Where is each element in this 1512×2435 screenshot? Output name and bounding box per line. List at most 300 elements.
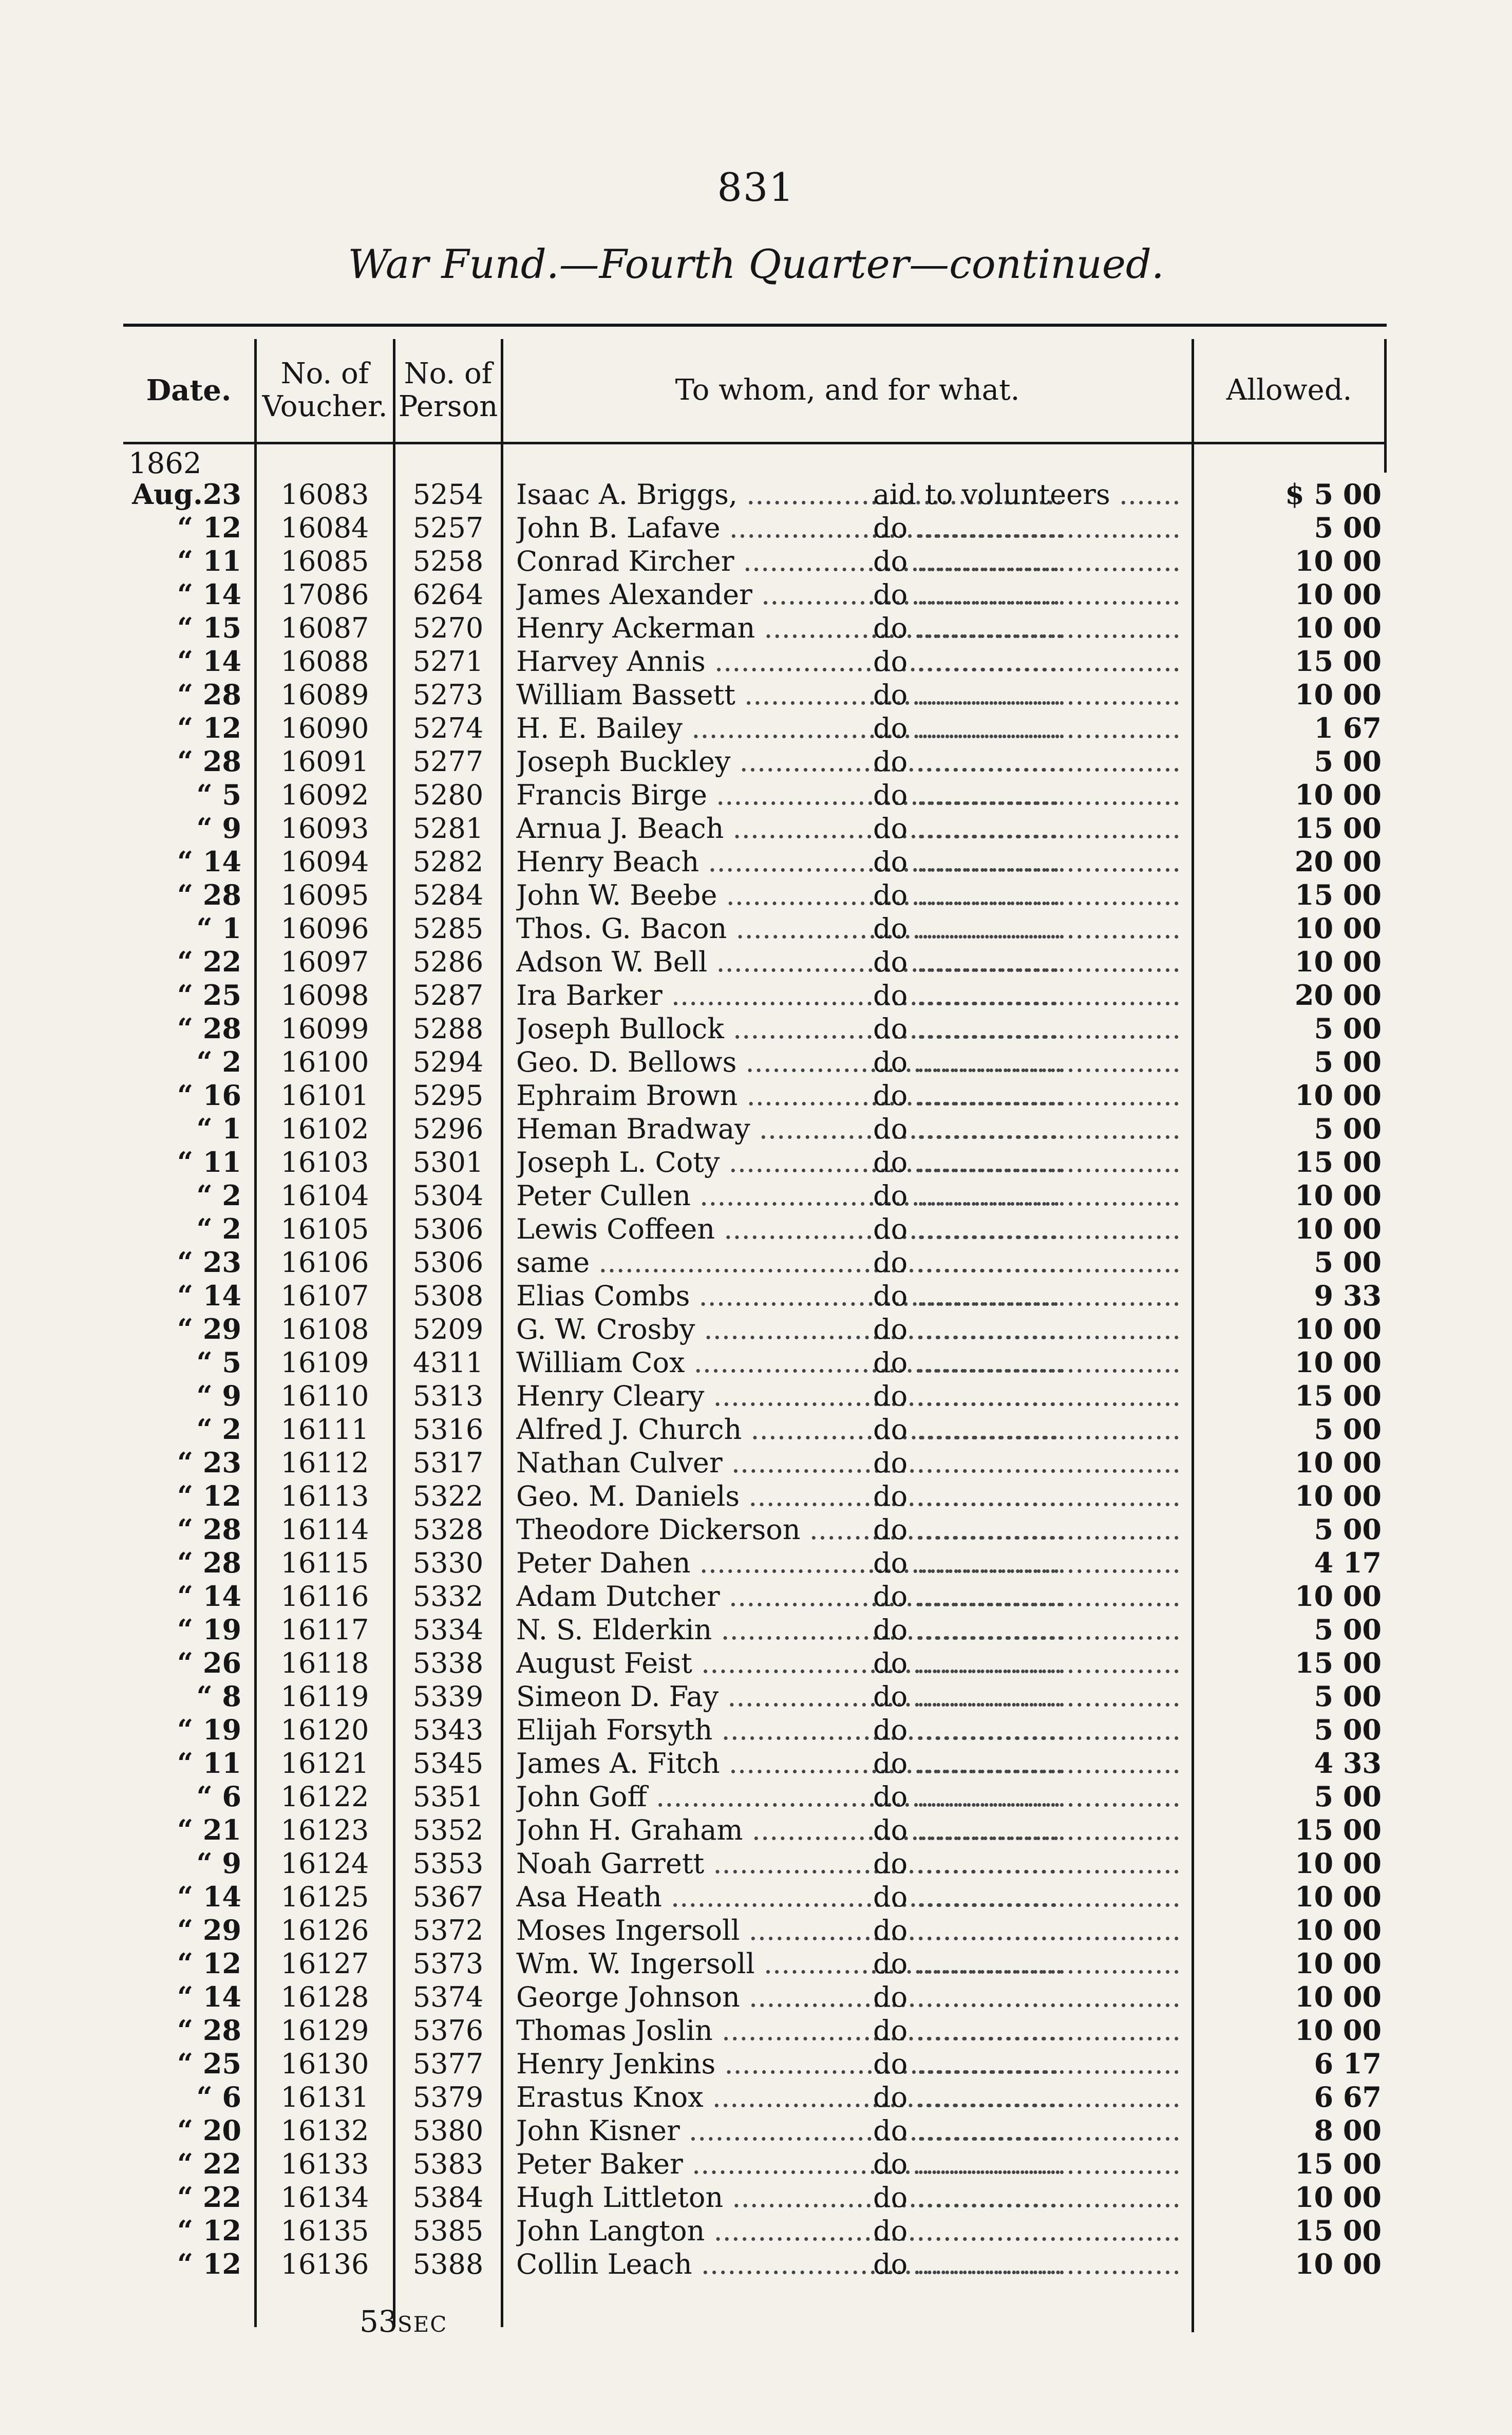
row-person-number: 5380 (412, 2114, 484, 2147)
row-amount-allowed: 20 00 (1294, 845, 1382, 878)
row-amount-allowed: 5 00 (1314, 1112, 1382, 1145)
row-payee-name: George Johnson ..... (516, 1980, 1061, 2014)
row-payee-name: Simeon D. Fay ..... (516, 1680, 1061, 1713)
row-amount-allowed: 9 33 (1314, 1279, 1382, 1312)
row-purpose: do ..... (873, 979, 1181, 1012)
row-amount-allowed: 10 00 (1294, 1346, 1382, 1379)
row-person-number: 5277 (412, 745, 484, 778)
row-person-number: 5288 (412, 1013, 484, 1045)
row-date: “ 28 (177, 2014, 241, 2047)
row-payee-name: Hugh Littleton ..... (516, 2181, 1061, 2214)
row-purpose: do ..... (873, 2247, 1181, 2281)
row-purpose: do ..... (873, 1346, 1181, 1379)
row-date: “ 28 (177, 878, 241, 911)
row-purpose: do ..... (873, 2014, 1181, 2047)
row-date: “ 6 (196, 2081, 241, 2113)
row-amount-allowed: 15 00 (1294, 1379, 1382, 1412)
row-person-number: 5254 (412, 478, 484, 511)
row-date: “ 21 (177, 1813, 241, 1846)
row-date: “ 25 (177, 979, 241, 1012)
row-amount-allowed: 20 00 (1294, 979, 1382, 1012)
row-payee-name: Joseph Bullock ..... (516, 1012, 1061, 1045)
table-row (123, 611, 1387, 645)
row-amount-allowed: 5 00 (1314, 1780, 1382, 1813)
row-purpose: do ..... (873, 878, 1181, 912)
row-person-number: 5286 (412, 946, 484, 978)
row-person-number: 5209 (412, 1313, 484, 1345)
table-row (123, 2047, 1387, 2081)
row-person-number: 5313 (412, 1380, 484, 1412)
row-date: “ 12 (177, 2214, 241, 2247)
row-person-number: 5274 (412, 712, 484, 744)
row-purpose: do ..... (873, 578, 1181, 611)
row-voucher-number: 16132 (280, 2114, 369, 2147)
row-voucher-number: 16127 (280, 1947, 369, 1980)
row-voucher-number: 16108 (280, 1313, 369, 1345)
row-voucher-number: 16099 (280, 1013, 369, 1045)
ledger-table (123, 324, 1387, 2337)
row-payee-name: Harvey Annis ..... (516, 645, 1061, 678)
row-purpose: do ..... (873, 1079, 1181, 1112)
table-row (123, 1646, 1387, 1680)
table-row (123, 945, 1387, 979)
row-payee-name: Elias Combs ..... (516, 1279, 1061, 1313)
row-amount-allowed: 4 33 (1314, 1747, 1382, 1780)
row-person-number: 5388 (412, 2248, 484, 2280)
row-amount-allowed: 5 00 (1314, 1413, 1382, 1446)
row-voucher-number: 16107 (280, 1280, 369, 1312)
header-allowed: Allowed. (1226, 373, 1352, 407)
row-purpose: do ..... (873, 1112, 1181, 1146)
row-voucher-number: 16091 (280, 745, 369, 778)
table-row (123, 1847, 1387, 1880)
row-person-number: 5330 (412, 1547, 484, 1579)
table-row (123, 2014, 1387, 2047)
row-date: “ 2 (196, 1413, 241, 1446)
row-amount-allowed: 5 00 (1314, 1012, 1382, 1045)
row-date: “ 9 (196, 1847, 241, 1880)
table-row (123, 1179, 1387, 1212)
table-row (123, 1045, 1387, 1079)
row-person-number: 5296 (412, 1113, 484, 1145)
row-person-number: 5339 (412, 1680, 484, 1713)
row-person-number: 5334 (412, 1614, 484, 1646)
row-amount-allowed: 15 00 (1294, 2214, 1382, 2247)
row-voucher-number: 16125 (280, 1881, 369, 1913)
row-person-number: 5301 (412, 1146, 484, 1178)
row-date: “ 23 (177, 1446, 241, 1479)
row-purpose: do ..... (873, 912, 1181, 945)
row-purpose: do ..... (873, 1914, 1181, 1947)
row-payee-name: Peter Baker ..... (516, 2147, 1061, 2181)
row-voucher-number: 16084 (280, 512, 369, 544)
table-row (123, 1246, 1387, 1279)
row-payee-name: John Langton ..... (516, 2214, 1061, 2247)
table-row (123, 778, 1387, 812)
row-date: “ 5 (196, 1346, 241, 1379)
row-purpose: do ..... (873, 1980, 1181, 2014)
row-person-number: 6264 (412, 578, 484, 611)
row-payee-name: Geo. D. Bellows ..... (516, 1045, 1061, 1079)
header-to-whom: To whom, and for what. (675, 373, 1020, 407)
row-payee-name: Erastus Knox ..... (516, 2081, 1061, 2114)
row-payee-name: Ira Barker ..... (516, 979, 1061, 1012)
row-person-number: 5384 (412, 2181, 484, 2214)
row-voucher-number: 16129 (280, 2014, 369, 2047)
row-amount-allowed: 8 00 (1314, 2114, 1382, 2147)
table-row (123, 878, 1387, 912)
table-row (123, 912, 1387, 945)
table-row (123, 1613, 1387, 1646)
row-amount-allowed: 15 00 (1294, 1146, 1382, 1178)
row-purpose: do ..... (873, 1146, 1181, 1179)
row-amount-allowed: 10 00 (1294, 1179, 1382, 1212)
row-purpose: do ..... (873, 511, 1181, 545)
row-purpose: do ..... (873, 1847, 1181, 1880)
row-date: “ 12 (177, 2247, 241, 2280)
row-purpose: do ..... (873, 1246, 1181, 1279)
row-voucher-number: 16114 (280, 1513, 369, 1546)
row-person-number: 5374 (412, 1981, 484, 2013)
row-date: “ 22 (177, 2147, 241, 2180)
row-person-number: 5316 (412, 1413, 484, 1446)
row-voucher-number: 16085 (280, 545, 369, 577)
row-payee-name: Noah Garrett ..... (516, 1847, 1061, 1880)
row-purpose: do ..... (873, 645, 1181, 678)
row-purpose: do ..... (873, 1045, 1181, 1079)
row-purpose: do ..... (873, 845, 1181, 878)
row-amount-allowed: 10 00 (1294, 2247, 1382, 2280)
table-row (123, 812, 1387, 845)
row-date: “ 16 (177, 1079, 241, 1112)
row-payee-name: John W. Beebe ..... (516, 878, 1061, 912)
row-amount-allowed: 10 00 (1294, 945, 1382, 978)
row-payee-name: H. E. Bailey ..... (516, 711, 1061, 745)
row-purpose: do ..... (873, 1379, 1181, 1413)
row-payee-name: John Goff ..... (516, 1780, 1061, 1813)
row-date: “ 9 (196, 1379, 241, 1412)
row-voucher-number: 16123 (280, 1814, 369, 1846)
table-row (123, 1513, 1387, 1546)
row-voucher-number: 16119 (280, 1680, 369, 1713)
row-purpose: aid to volunteers ..... (873, 478, 1181, 511)
row-amount-allowed: 10 00 (1294, 778, 1382, 811)
row-voucher-number: 16092 (280, 779, 369, 811)
table-row (123, 711, 1387, 745)
row-person-number: 5308 (412, 1280, 484, 1312)
row-voucher-number: 16124 (280, 1847, 369, 1880)
row-date: “ 11 (177, 1747, 241, 1780)
table-row (123, 1112, 1387, 1146)
row-purpose: do ..... (873, 1513, 1181, 1546)
row-date: “ 11 (177, 545, 241, 577)
row-date: “ 2 (196, 1179, 241, 1212)
row-payee-name: Isaac A. Briggs, ..... (516, 478, 1061, 511)
row-voucher-number: 16113 (280, 1480, 369, 1512)
row-person-number: 5345 (412, 1747, 484, 1780)
row-payee-name: John B. Lafave ..... (516, 511, 1061, 545)
row-amount-allowed: 5 00 (1314, 1246, 1382, 1279)
row-purpose: do ..... (873, 2114, 1181, 2147)
row-amount-allowed: 15 00 (1294, 1813, 1382, 1846)
row-purpose: do ..... (873, 1446, 1181, 1479)
row-voucher-number: 16095 (280, 879, 369, 911)
row-purpose: do ..... (873, 745, 1181, 778)
row-person-number: 5376 (412, 2014, 484, 2047)
table-row (123, 1780, 1387, 1813)
row-voucher-number: 16100 (280, 1046, 369, 1078)
table-row (123, 2114, 1387, 2147)
row-date: “ 2 (196, 1045, 241, 1078)
header-voucher-number: No. of Voucher. (262, 357, 388, 423)
row-purpose: do ..... (873, 1012, 1181, 1045)
row-payee-name: James A. Fitch ..... (516, 1747, 1061, 1780)
row-date: “ 9 (196, 812, 241, 845)
table-row (123, 1914, 1387, 1947)
row-date: “ 29 (177, 1313, 241, 1345)
row-purpose: do ..... (873, 611, 1181, 645)
header-bottom-rule (123, 442, 1387, 444)
row-payee-name: Arnua J. Beach ..... (516, 812, 1061, 845)
table-row (123, 1813, 1387, 1847)
row-amount-allowed: 10 00 (1294, 1847, 1382, 1880)
row-payee-name: Thos. G. Bacon ..... (516, 912, 1061, 945)
row-person-number: 5379 (412, 2081, 484, 2113)
row-person-number: 5282 (412, 846, 484, 878)
table-row (123, 578, 1387, 611)
table-row (123, 1379, 1387, 1413)
row-voucher-number: 16131 (280, 2081, 369, 2113)
row-payee-name: Alfred J. Church ..... (516, 1413, 1061, 1446)
row-person-number: 5367 (412, 1881, 484, 1913)
row-voucher-number: 16096 (280, 912, 369, 945)
row-payee-name: N. S. Elderkin ..... (516, 1613, 1061, 1646)
row-amount-allowed: $ 5 00 (1285, 478, 1382, 511)
row-payee-name: Wm. W. Ingersoll ..... (516, 1947, 1061, 1980)
row-amount-allowed: 5 00 (1314, 1613, 1382, 1646)
row-amount-allowed: 10 00 (1294, 578, 1382, 611)
row-purpose: do ..... (873, 1179, 1181, 1212)
row-person-number: 5306 (412, 1246, 484, 1279)
table-row (123, 1079, 1387, 1112)
row-payee-name: John Kisner ..... (516, 2114, 1061, 2147)
table-row (123, 1146, 1387, 1179)
table-row (123, 2181, 1387, 2214)
row-payee-name: James Alexander ..... (516, 578, 1061, 611)
row-date: “ 1 (196, 1112, 241, 1145)
row-person-number: 5273 (412, 679, 484, 711)
table-row (123, 678, 1387, 711)
table-row (123, 1413, 1387, 1446)
row-date: “ 19 (177, 1613, 241, 1646)
row-person-number: 5280 (412, 779, 484, 811)
row-amount-allowed: 15 00 (1294, 2147, 1382, 2180)
row-voucher-number: 16122 (280, 1781, 369, 1813)
row-amount-allowed: 10 00 (1294, 1446, 1382, 1479)
table-row (123, 1546, 1387, 1580)
row-voucher-number: 16136 (280, 2248, 369, 2280)
row-voucher-number: 16117 (280, 1614, 369, 1646)
row-payee-name: G. W. Crosby ..... (516, 1313, 1061, 1346)
row-date: “ 11 (177, 1146, 241, 1178)
row-voucher-number: 16120 (280, 1714, 369, 1746)
row-amount-allowed: 5 00 (1314, 745, 1382, 778)
row-payee-name: Ephraim Brown ..... (516, 1079, 1061, 1112)
row-amount-allowed: 10 00 (1294, 1079, 1382, 1112)
row-date: “ 1 (196, 912, 241, 945)
row-date: “ 28 (177, 745, 241, 778)
row-payee-name: William Bassett ..... (516, 678, 1061, 711)
row-voucher-number: 16104 (280, 1179, 369, 1212)
row-payee-name: Henry Jenkins ..... (516, 2047, 1061, 2081)
row-person-number: 5353 (412, 1847, 484, 1880)
row-date: “ 12 (177, 1947, 241, 1980)
row-purpose: do ..... (873, 711, 1181, 745)
row-person-number: 5287 (412, 979, 484, 1012)
row-person-number: 5285 (412, 912, 484, 945)
table-row (123, 1279, 1387, 1313)
column-divider (1384, 339, 1387, 473)
row-person-number: 5284 (412, 879, 484, 911)
table-row (123, 545, 1387, 578)
table-row (123, 1479, 1387, 1513)
row-amount-allowed: 15 00 (1294, 1646, 1382, 1679)
row-date: “ 23 (177, 1246, 241, 1279)
row-payee-name: Joseph Buckley ..... (516, 745, 1061, 778)
table-row (123, 1446, 1387, 1479)
row-payee-name: Elijah Forsyth ..... (516, 1713, 1061, 1747)
row-amount-allowed: 10 00 (1294, 1880, 1382, 1913)
row-payee-name: Henry Beach ..... (516, 845, 1061, 878)
row-amount-allowed: 5 00 (1314, 1513, 1382, 1546)
row-payee-name: Adam Dutcher ..... (516, 1580, 1061, 1613)
row-amount-allowed: 15 00 (1294, 645, 1382, 678)
row-payee-name: Henry Cleary ..... (516, 1379, 1061, 1413)
row-date: “ 14 (177, 1980, 241, 2013)
row-voucher-number: 16093 (280, 812, 369, 845)
row-date: “ 12 (177, 711, 241, 744)
row-purpose: do ..... (873, 2081, 1181, 2114)
row-voucher-number: 16115 (280, 1547, 369, 1579)
row-amount-allowed: 10 00 (1294, 1914, 1382, 1946)
row-amount-allowed: 15 00 (1294, 812, 1382, 845)
row-person-number: 5373 (412, 1947, 484, 1980)
row-voucher-number: 16098 (280, 979, 369, 1012)
row-person-number: 5328 (412, 1513, 484, 1546)
row-person-number: 5281 (412, 812, 484, 845)
table-row (123, 1012, 1387, 1045)
table-row (123, 478, 1387, 511)
row-voucher-number: 16134 (280, 2181, 369, 2214)
row-date: “ 22 (177, 2181, 241, 2214)
row-date: “ 22 (177, 945, 241, 978)
row-person-number: 5383 (412, 2148, 484, 2180)
row-purpose: do ..... (873, 1413, 1181, 1446)
row-purpose: do ..... (873, 2181, 1181, 2214)
row-payee-name: Theodore Dickerson ..... (516, 1513, 1061, 1546)
row-amount-allowed: 10 00 (1294, 678, 1382, 711)
row-person-number: 5270 (412, 612, 484, 644)
row-date: “ 25 (177, 2047, 241, 2080)
row-person-number: 4311 (412, 1346, 484, 1379)
row-amount-allowed: 4 17 (1314, 1546, 1382, 1579)
table-body (123, 478, 1387, 2281)
row-voucher-number: 16116 (280, 1580, 369, 1613)
header-date: Date. (146, 373, 232, 407)
row-voucher-number: 16106 (280, 1246, 369, 1279)
row-amount-allowed: 6 17 (1314, 2047, 1382, 2080)
row-date: “ 12 (177, 1479, 241, 1512)
row-purpose: do ..... (873, 1947, 1181, 1980)
row-purpose: do ..... (873, 2214, 1181, 2247)
table-row (123, 1880, 1387, 1914)
row-voucher-number: 16110 (280, 1380, 369, 1412)
row-person-number: 5271 (412, 645, 484, 678)
table-row (123, 979, 1387, 1012)
row-voucher-number: 16089 (280, 679, 369, 711)
year-label: 1862 (128, 447, 202, 480)
page-number: 831 (717, 164, 795, 210)
row-voucher-number: 16090 (280, 712, 369, 744)
row-amount-allowed: 10 00 (1294, 1947, 1382, 1980)
row-amount-allowed: 1 67 (1314, 711, 1382, 744)
row-payee-name: William Cox ..... (516, 1346, 1061, 1379)
table-row (123, 1212, 1387, 1246)
row-person-number: 5304 (412, 1179, 484, 1212)
row-voucher-number: 16101 (280, 1079, 369, 1112)
row-payee-name: Conrad Kircher ..... (516, 545, 1061, 578)
row-purpose: do ..... (873, 1680, 1181, 1713)
row-date: “ 6 (196, 1780, 241, 1813)
table-row (123, 1980, 1387, 2014)
row-payee-name: Nathan Culver ..... (516, 1446, 1061, 1479)
row-payee-name: Collin Leach ..... (516, 2247, 1061, 2281)
table-row (123, 2081, 1387, 2114)
row-date: “ 15 (177, 611, 241, 644)
row-purpose: do ..... (873, 545, 1181, 578)
row-date: “ 29 (177, 1914, 241, 1946)
row-date: “ 19 (177, 1713, 241, 1746)
row-payee-name: Henry Ackerman ..... (516, 611, 1061, 645)
row-purpose: do ..... (873, 1580, 1181, 1613)
row-date: “ 28 (177, 1513, 241, 1546)
row-date: “ 20 (177, 2114, 241, 2147)
row-amount-allowed: 5 00 (1314, 1680, 1382, 1713)
row-date: “ 8 (196, 1680, 241, 1713)
row-purpose: do ..... (873, 1747, 1181, 1780)
row-payee-name: same ..... (516, 1246, 1061, 1279)
row-amount-allowed: 10 00 (1294, 1313, 1382, 1345)
table-row (123, 1580, 1387, 1613)
row-purpose: do ..... (873, 1646, 1181, 1680)
row-purpose: do ..... (873, 945, 1181, 979)
row-payee-name: John H. Graham ..... (516, 1813, 1061, 1847)
row-amount-allowed: 10 00 (1294, 611, 1382, 644)
row-purpose: do ..... (873, 812, 1181, 845)
row-date: “ 14 (177, 578, 241, 611)
row-purpose: do ..... (873, 1880, 1181, 1914)
table-row (123, 2247, 1387, 2281)
row-purpose: do ..... (873, 1212, 1181, 1246)
table-row (123, 511, 1387, 545)
row-purpose: do ..... (873, 1313, 1181, 1346)
table-row (123, 745, 1387, 778)
row-purpose: do ..... (873, 2147, 1181, 2181)
row-date: “ 14 (177, 1279, 241, 1312)
row-amount-allowed: 10 00 (1294, 1580, 1382, 1613)
row-voucher-number: 16135 (280, 2215, 369, 2247)
row-person-number: 5295 (412, 1079, 484, 1112)
